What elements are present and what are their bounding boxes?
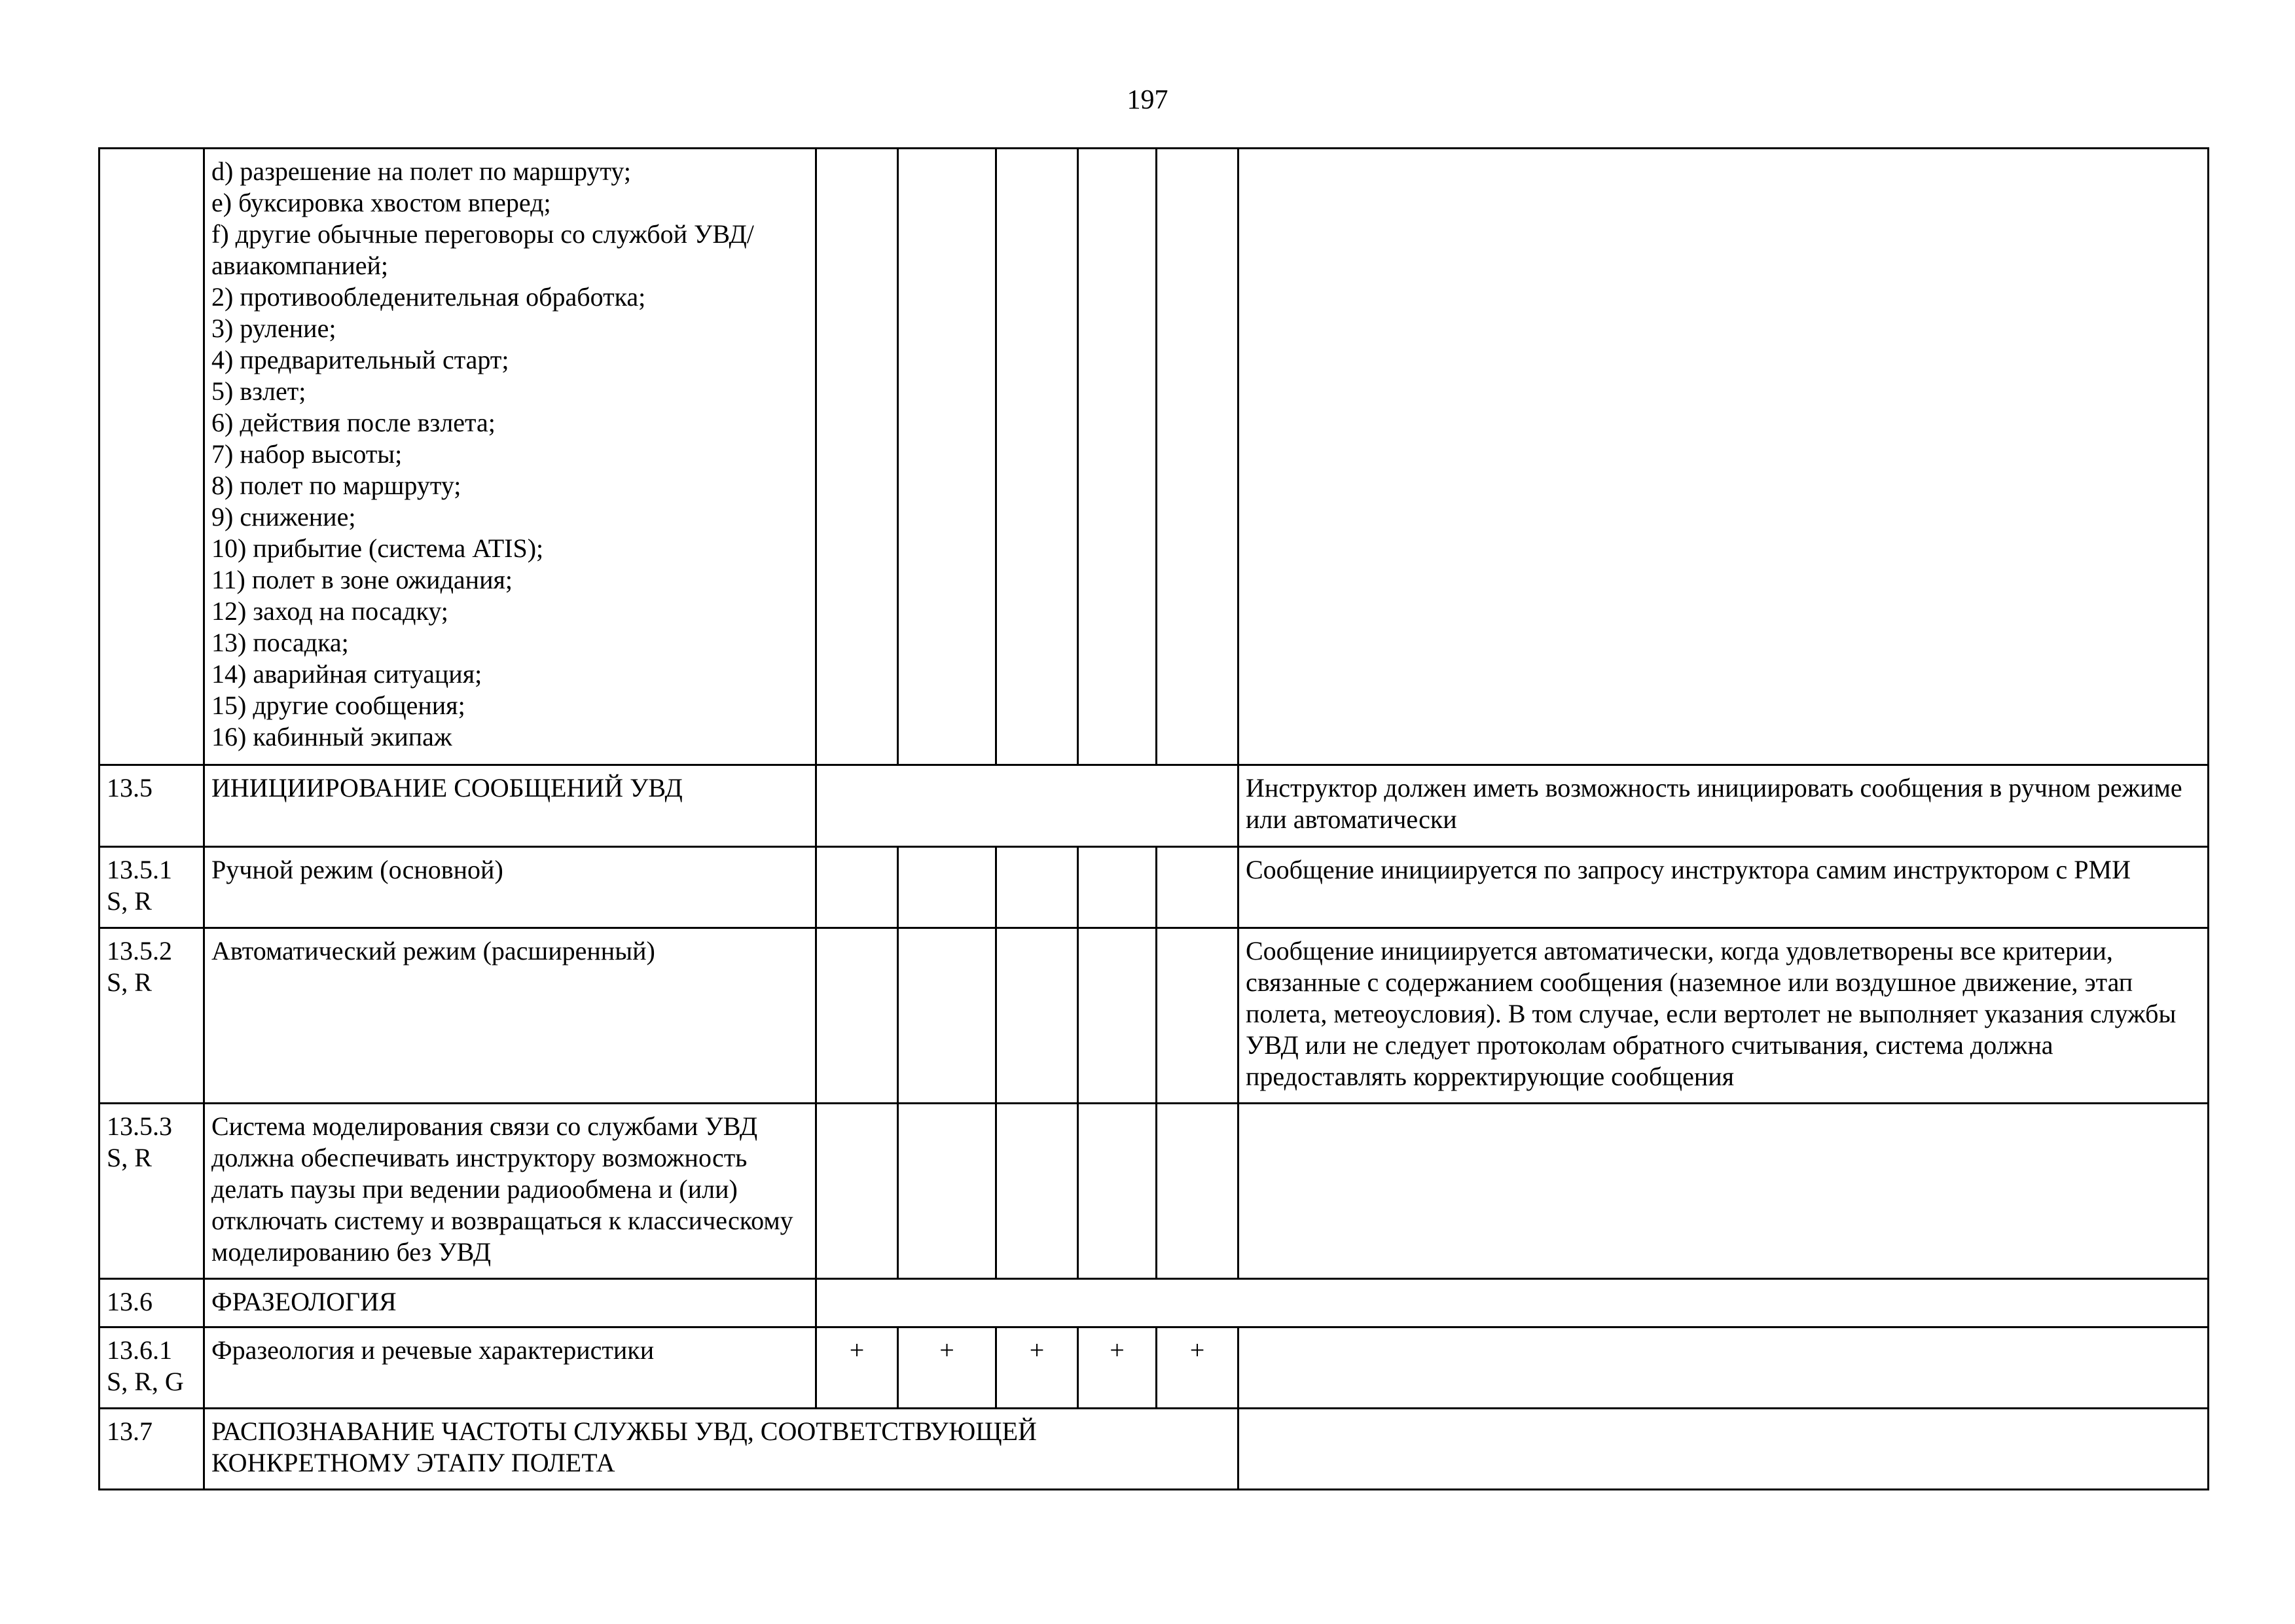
- list-item: 4) предварительный старт;: [211, 345, 509, 374]
- plus-mark: +: [898, 1327, 996, 1409]
- table-row-13-5-1: [99, 847, 2209, 928]
- phase-list: [211, 156, 808, 753]
- comment-cell: [1238, 1327, 2209, 1409]
- section-title: ИНИЦИИРОВАНИЕ СООБЩЕНИЙ УВД: [204, 765, 816, 847]
- code-cell: 13.6: [99, 1279, 204, 1327]
- plus-mark: +: [996, 1327, 1078, 1409]
- item-code: 13.5.2: [107, 936, 172, 965]
- level-cell: [898, 1104, 996, 1279]
- comment-cell: Сообщение инициируется автоматически, когда удовлетворены все критерии, связанные с содержанием сообщения (наземное или воздушное движение, этап полета, метеоусловия). В том случае, если вертолет не выполняет указания службы УВД или не следует протоколам обратного считывания, система должна предоставлять корректирующие сообщения: [1238, 928, 2209, 1104]
- item-code: 13.6.1: [107, 1335, 172, 1365]
- list-item: 6) действия после взлета;: [211, 408, 496, 437]
- comment-cell: Сообщение инициируется по запросу инструктора самим инструктором с РМИ: [1238, 847, 2209, 928]
- phase-list-cell: [204, 149, 816, 765]
- item-levels: S, R: [107, 1143, 152, 1172]
- code-cell: 13.7: [99, 1409, 204, 1490]
- item-title: Ручной режим (основной): [204, 847, 816, 928]
- level-cell: [898, 149, 996, 765]
- table-row-13-5-3: [99, 1104, 2209, 1279]
- level-cell: [898, 847, 996, 928]
- table-row-13-5-2: [99, 928, 2209, 1104]
- level-cell: [1078, 847, 1157, 928]
- list-item: 5) взлет;: [211, 376, 306, 406]
- level-cell: [996, 1104, 1078, 1279]
- code-cell: [99, 1327, 204, 1409]
- code-cell: [99, 1104, 204, 1279]
- item-title: Автоматический режим (расширенный): [204, 928, 816, 1104]
- section-title: РАСПОЗНАВАНИЕ ЧАСТОТЫ СЛУЖБЫ УВД, СООТВЕТСТВУЮЩЕЙ КОНКРЕТНОМУ ЭТАПУ ПОЛЕТА: [204, 1409, 1238, 1490]
- comment-cell: [1238, 149, 2209, 765]
- comment-cell: Инструктор должен иметь возможность инициировать сообщения в ручном режиме или автоматически: [1238, 765, 2209, 847]
- plus-mark: +: [816, 1327, 898, 1409]
- list-item: 15) другие сообщения;: [211, 691, 465, 720]
- page-number: 197: [1127, 85, 1168, 115]
- table-row-13-5: [99, 765, 2209, 847]
- level-cell: [996, 847, 1078, 928]
- table-row-13-7: [99, 1409, 2209, 1490]
- merged-level-cell: [816, 765, 1238, 847]
- requirements-table: [98, 147, 2209, 1490]
- item-levels: S, R, G: [107, 1367, 184, 1396]
- item-title: Фразеология и речевые характеристики: [204, 1327, 816, 1409]
- list-item: 16) кабинный экипаж: [211, 722, 452, 751]
- level-cell: [898, 928, 996, 1104]
- list-item: 13) посадка;: [211, 628, 349, 657]
- comment-cell: [1238, 1409, 2209, 1490]
- list-item: 11) полет в зоне ожидания;: [211, 565, 513, 594]
- comment-cell: [1238, 1104, 2209, 1279]
- plus-mark: +: [1157, 1327, 1238, 1409]
- list-item: e) буксировка хвостом вперед;: [211, 188, 551, 217]
- level-cell: [1078, 928, 1157, 1104]
- list-item: 10) прибытие (система ATIS);: [211, 533, 544, 563]
- level-cell: [816, 1104, 898, 1279]
- list-item: 14) аварийная ситуация;: [211, 659, 482, 689]
- section-title: ФРАЗЕОЛОГИЯ: [204, 1279, 816, 1327]
- item-code: 13.5.1: [107, 855, 172, 884]
- list-item: 7) набор высоты;: [211, 439, 403, 469]
- level-cell: [816, 847, 898, 928]
- list-item: 8) полет по маршруту;: [211, 471, 461, 500]
- level-cell: [1157, 928, 1238, 1104]
- level-cell: [1078, 149, 1157, 765]
- code-cell: [99, 847, 204, 928]
- item-levels: S, R: [107, 886, 152, 916]
- level-cell: [1157, 1104, 1238, 1279]
- item-code: 13.5.3: [107, 1111, 172, 1141]
- code-cell: [99, 928, 204, 1104]
- list-item: 12) заход на посадку;: [211, 596, 448, 626]
- level-cell: [816, 928, 898, 1104]
- level-cell: [816, 149, 898, 765]
- plus-mark: +: [1078, 1327, 1157, 1409]
- table-row-13-6: [99, 1279, 2209, 1327]
- list-item: авиакомпанией;: [211, 251, 388, 280]
- table-row-continuation: [99, 149, 2209, 765]
- code-cell: [99, 149, 204, 765]
- level-cell: [996, 149, 1078, 765]
- list-item: f) другие обычные переговоры со службой УВД/: [211, 219, 754, 249]
- list-item: 2) противообледенительная обработка;: [211, 282, 646, 312]
- list-item: d) разрешение на полет по маршруту;: [211, 156, 631, 186]
- level-cell: [1157, 149, 1238, 765]
- level-cell: [1157, 847, 1238, 928]
- level-cell: [996, 928, 1078, 1104]
- item-title: Система моделирования связи со службами УВД должна обеспечивать инструктору возможность делать паузы при ведении радиообмена и (или) отключать систему и возвращаться к классическому моделированию без УВД: [204, 1104, 816, 1279]
- list-item: 3) руление;: [211, 314, 336, 343]
- merged-cell: [816, 1279, 2209, 1327]
- item-levels: S, R: [107, 967, 152, 997]
- table-row-13-6-1: [99, 1327, 2209, 1409]
- level-cell: [1078, 1104, 1157, 1279]
- code-cell: 13.5: [99, 765, 204, 847]
- list-item: 9) снижение;: [211, 502, 356, 532]
